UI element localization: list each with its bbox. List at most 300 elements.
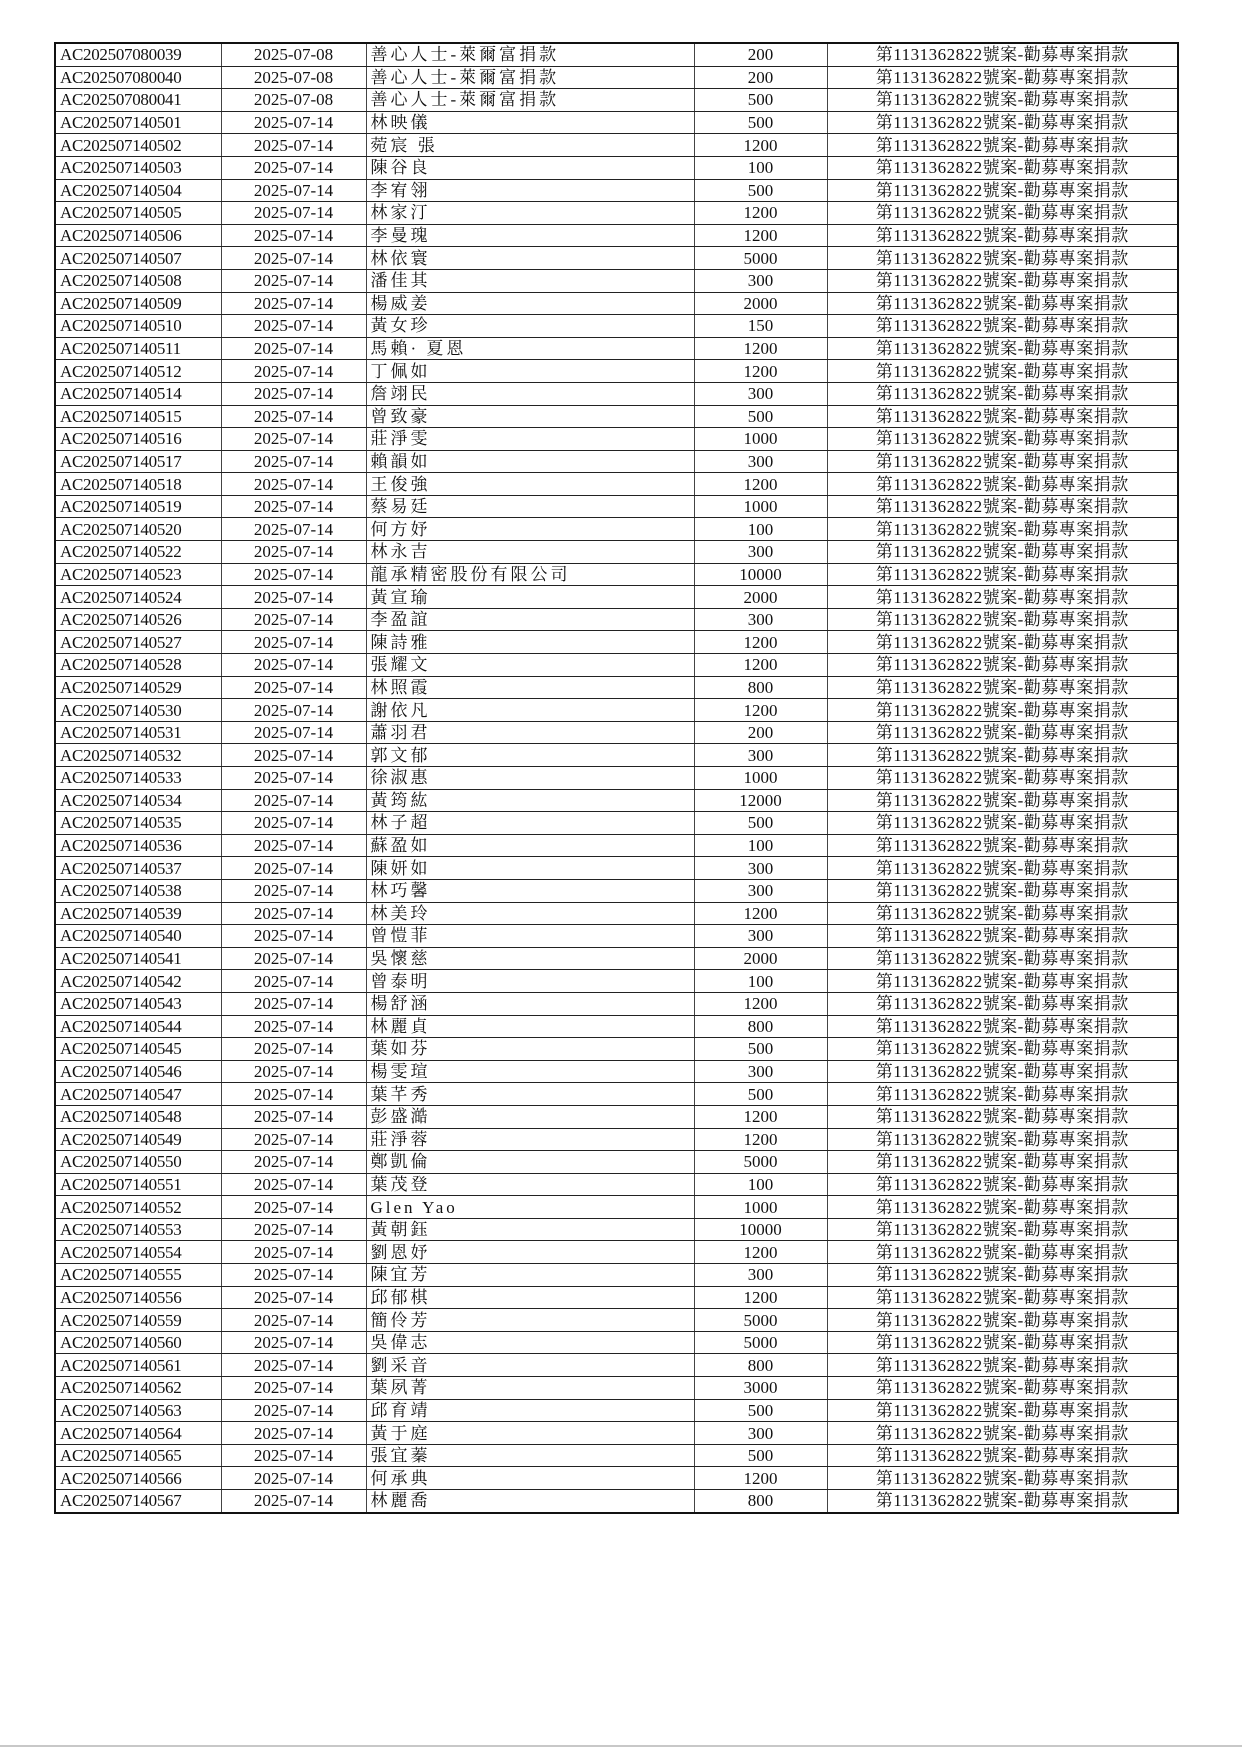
table-row [55, 405, 1178, 428]
purpose-note-cell: 第1131362822號案-勸募專案捐款 [827, 473, 1178, 496]
donation-amount-cell: 3000 [694, 1377, 827, 1400]
receipt-id-cell: AC202507140555 [55, 1264, 221, 1287]
table-row [55, 179, 1178, 202]
table-row [55, 134, 1178, 157]
donation-date-cell: 2025-07-14 [221, 879, 366, 902]
donation-amount-cell: 500 [694, 1038, 827, 1061]
purpose-note-cell: 第1131362822號案-勸募專案捐款 [827, 292, 1178, 315]
donor-name-cell: 黃女珍 [366, 315, 694, 338]
donation-amount-cell: 300 [694, 1422, 827, 1445]
donation-amount-cell: 300 [694, 744, 827, 767]
table-row [55, 1467, 1178, 1490]
table-row [55, 1354, 1178, 1377]
donation-date-cell: 2025-07-14 [221, 179, 366, 202]
table-row [55, 156, 1178, 179]
donation-amount-cell: 300 [694, 269, 827, 292]
purpose-note-cell: 第1131362822號案-勸募專案捐款 [827, 1286, 1178, 1309]
purpose-note-cell: 第1131362822號案-勸募專案捐款 [827, 518, 1178, 541]
donation-amount-cell: 300 [694, 450, 827, 473]
receipt-id-cell: AC202507140516 [55, 428, 221, 451]
receipt-id-cell: AC202507140541 [55, 947, 221, 970]
table-row [55, 382, 1178, 405]
purpose-note-cell: 第1131362822號案-勸募專案捐款 [827, 947, 1178, 970]
table-row [55, 608, 1178, 631]
purpose-note-cell: 第1131362822號案-勸募專案捐款 [827, 1444, 1178, 1467]
receipt-id-cell: AC202507140545 [55, 1038, 221, 1061]
table-row [55, 789, 1178, 812]
table-row [55, 947, 1178, 970]
donor-name-cell: 李盈誼 [366, 608, 694, 631]
table-row [55, 631, 1178, 654]
receipt-id-cell: AC202507140507 [55, 247, 221, 270]
donor-name-cell: 邱郁棋 [366, 1286, 694, 1309]
donation-amount-cell: 100 [694, 1173, 827, 1196]
receipt-id-cell: AC202507140512 [55, 360, 221, 383]
receipt-id-cell: AC202507140510 [55, 315, 221, 338]
donor-name-cell: 林麗喬 [366, 1490, 694, 1513]
receipt-id-cell: AC202507140561 [55, 1354, 221, 1377]
donation-amount-cell: 1000 [694, 1196, 827, 1219]
table-row [55, 541, 1178, 564]
donation-amount-cell: 300 [694, 925, 827, 948]
donor-name-cell: 林永吉 [366, 541, 694, 564]
receipt-id-cell: AC202507080039 [55, 43, 221, 66]
receipt-id-cell: AC202507140549 [55, 1128, 221, 1151]
purpose-note-cell: 第1131362822號案-勸募專案捐款 [827, 744, 1178, 767]
donation-date-cell: 2025-07-14 [221, 1105, 366, 1128]
donation-date-cell: 2025-07-14 [221, 224, 366, 247]
receipt-id-cell: AC202507140503 [55, 156, 221, 179]
donor-name-cell: 丁佩如 [366, 360, 694, 383]
donation-date-cell: 2025-07-14 [221, 789, 366, 812]
donation-date-cell: 2025-07-14 [221, 1399, 366, 1422]
donation-date-cell: 2025-07-14 [221, 1241, 366, 1264]
table-row [55, 1422, 1178, 1445]
donation-amount-cell: 500 [694, 111, 827, 134]
purpose-note-cell: 第1131362822號案-勸募專案捐款 [827, 269, 1178, 292]
donation-amount-cell: 1200 [694, 654, 827, 677]
table-row [55, 1264, 1178, 1287]
donation-date-cell: 2025-07-14 [221, 631, 366, 654]
donor-name-cell: 曾致豪 [366, 405, 694, 428]
donor-name-cell: 葉夙菁 [366, 1377, 694, 1400]
receipt-id-cell: AC202507140522 [55, 541, 221, 564]
donor-name-cell: 楊雯瑄 [366, 1060, 694, 1083]
donor-name-cell: 簡伶芳 [366, 1309, 694, 1332]
donation-date-cell: 2025-07-14 [221, 269, 366, 292]
receipt-id-cell: AC202507140535 [55, 812, 221, 835]
donor-name-cell: 林美玲 [366, 902, 694, 925]
donor-name-cell: 林麗貞 [366, 1015, 694, 1038]
donation-amount-cell: 200 [694, 721, 827, 744]
table-row [55, 992, 1178, 1015]
donor-name-cell: 林依寰 [366, 247, 694, 270]
table-row [55, 450, 1178, 473]
table-row [55, 89, 1178, 112]
donation-date-cell: 2025-07-14 [221, 586, 366, 609]
donation-date-cell: 2025-07-14 [221, 857, 366, 880]
donation-amount-cell: 10000 [694, 563, 827, 586]
table-row [55, 1038, 1178, 1061]
table-row [55, 202, 1178, 225]
donation-amount-cell: 500 [694, 405, 827, 428]
donation-date-cell: 2025-07-14 [221, 902, 366, 925]
donation-amount-cell: 500 [694, 1399, 827, 1422]
donation-amount-cell: 12000 [694, 789, 827, 812]
table-row [55, 1083, 1178, 1106]
purpose-note-cell: 第1131362822號案-勸募專案捐款 [827, 1399, 1178, 1422]
table-row [55, 1218, 1178, 1241]
purpose-note-cell: 第1131362822號案-勸募專案捐款 [827, 1105, 1178, 1128]
donation-amount-cell: 500 [694, 812, 827, 835]
purpose-note-cell: 第1131362822號案-勸募專案捐款 [827, 608, 1178, 631]
donation-amount-cell: 1200 [694, 473, 827, 496]
ledger-body [55, 43, 1178, 1513]
donation-ledger-table [54, 42, 1179, 1514]
purpose-note-cell: 第1131362822號案-勸募專案捐款 [827, 676, 1178, 699]
purpose-note-cell: 第1131362822號案-勸募專案捐款 [827, 1331, 1178, 1354]
receipt-id-cell: AC202507140550 [55, 1151, 221, 1174]
receipt-id-cell: AC202507140532 [55, 744, 221, 767]
purpose-note-cell: 第1131362822號案-勸募專案捐款 [827, 89, 1178, 112]
donor-name-cell: 楊舒涵 [366, 992, 694, 1015]
receipt-id-cell: AC202507140564 [55, 1422, 221, 1445]
donor-name-cell: 吳懷慈 [366, 947, 694, 970]
donor-name-cell: 善心人士-萊爾富捐款 [366, 89, 694, 112]
receipt-id-cell: AC202507140559 [55, 1309, 221, 1332]
receipt-id-cell: AC202507140527 [55, 631, 221, 654]
donation-amount-cell: 200 [694, 43, 827, 66]
purpose-note-cell: 第1131362822號案-勸募專案捐款 [827, 767, 1178, 790]
table-row [55, 292, 1178, 315]
donor-name-cell: 陳詩雅 [366, 631, 694, 654]
donation-date-cell: 2025-07-14 [221, 156, 366, 179]
table-row [55, 1309, 1178, 1332]
donor-name-cell: 陳宜芳 [366, 1264, 694, 1287]
receipt-id-cell: AC202507140530 [55, 699, 221, 722]
donation-date-cell: 2025-07-14 [221, 744, 366, 767]
receipt-id-cell: AC202507140524 [55, 586, 221, 609]
purpose-note-cell: 第1131362822號案-勸募專案捐款 [827, 1196, 1178, 1219]
purpose-note-cell: 第1131362822號案-勸募專案捐款 [827, 405, 1178, 428]
purpose-note-cell: 第1131362822號案-勸募專案捐款 [827, 631, 1178, 654]
table-row [55, 970, 1178, 993]
purpose-note-cell: 第1131362822號案-勸募專案捐款 [827, 1264, 1178, 1287]
donation-date-cell: 2025-07-14 [221, 608, 366, 631]
donation-amount-cell: 5000 [694, 1151, 827, 1174]
donor-name-cell: 林映儀 [366, 111, 694, 134]
donation-date-cell: 2025-07-14 [221, 925, 366, 948]
donation-amount-cell: 500 [694, 89, 827, 112]
table-row [55, 1151, 1178, 1174]
donor-name-cell: 莊淨雯 [366, 428, 694, 451]
receipt-id-cell: AC202507140504 [55, 179, 221, 202]
table-row [55, 1399, 1178, 1422]
donation-date-cell: 2025-07-14 [221, 428, 366, 451]
donor-name-cell: 賴韻如 [366, 450, 694, 473]
donor-name-cell: 謝依凡 [366, 699, 694, 722]
donation-date-cell: 2025-07-14 [221, 563, 366, 586]
purpose-note-cell: 第1131362822號案-勸募專案捐款 [827, 541, 1178, 564]
receipt-id-cell: AC202507140544 [55, 1015, 221, 1038]
donor-name-cell: 葉芊秀 [366, 1083, 694, 1106]
table-row [55, 66, 1178, 89]
donor-name-cell: 曾愷菲 [366, 925, 694, 948]
table-row [55, 1241, 1178, 1264]
purpose-note-cell: 第1131362822號案-勸募專案捐款 [827, 563, 1178, 586]
purpose-note-cell: 第1131362822號案-勸募專案捐款 [827, 721, 1178, 744]
donor-name-cell: 徐淑惠 [366, 767, 694, 790]
donation-amount-cell: 1200 [694, 1286, 827, 1309]
donation-amount-cell: 300 [694, 1060, 827, 1083]
donor-name-cell: 菀宸 張 [366, 134, 694, 157]
donor-name-cell: 李曼瑰 [366, 224, 694, 247]
donation-date-cell: 2025-07-14 [221, 247, 366, 270]
table-row [55, 1286, 1178, 1309]
donor-name-cell: 馬賴· 夏恩 [366, 337, 694, 360]
table-row [55, 654, 1178, 677]
donor-name-cell: 曾泰明 [366, 970, 694, 993]
donation-date-cell: 2025-07-14 [221, 1422, 366, 1445]
donation-amount-cell: 5000 [694, 247, 827, 270]
donor-name-cell: 善心人士-萊爾富捐款 [366, 66, 694, 89]
table-row [55, 1173, 1178, 1196]
donation-date-cell: 2025-07-14 [221, 360, 366, 383]
purpose-note-cell: 第1131362822號案-勸募專案捐款 [827, 699, 1178, 722]
donor-name-cell: Glen Yao [366, 1196, 694, 1219]
donor-name-cell: 劉采音 [366, 1354, 694, 1377]
donation-date-cell: 2025-07-14 [221, 812, 366, 835]
donation-date-cell: 2025-07-14 [221, 1264, 366, 1287]
receipt-id-cell: AC202507140537 [55, 857, 221, 880]
receipt-id-cell: AC202507140502 [55, 134, 221, 157]
donation-amount-cell: 1000 [694, 428, 827, 451]
donation-amount-cell: 500 [694, 1083, 827, 1106]
receipt-id-cell: AC202507140526 [55, 608, 221, 631]
table-row [55, 902, 1178, 925]
purpose-note-cell: 第1131362822號案-勸募專案捐款 [827, 1354, 1178, 1377]
donor-name-cell: 林巧馨 [366, 879, 694, 902]
donation-amount-cell: 1200 [694, 902, 827, 925]
purpose-note-cell: 第1131362822號案-勸募專案捐款 [827, 1128, 1178, 1151]
purpose-note-cell: 第1131362822號案-勸募專案捐款 [827, 812, 1178, 835]
donation-date-cell: 2025-07-14 [221, 1128, 366, 1151]
donor-name-cell: 黃朝鈺 [366, 1218, 694, 1241]
donation-date-cell: 2025-07-14 [221, 654, 366, 677]
donation-amount-cell: 800 [694, 1490, 827, 1513]
table-row [55, 495, 1178, 518]
table-row [55, 337, 1178, 360]
table-row [55, 1377, 1178, 1400]
donation-amount-cell: 1000 [694, 495, 827, 518]
donation-amount-cell: 5000 [694, 1331, 827, 1354]
donation-amount-cell: 1200 [694, 134, 827, 157]
table-row [55, 744, 1178, 767]
donation-date-cell: 2025-07-14 [221, 1331, 366, 1354]
receipt-id-cell: AC202507140506 [55, 224, 221, 247]
donation-date-cell: 2025-07-14 [221, 450, 366, 473]
receipt-id-cell: AC202507140562 [55, 1377, 221, 1400]
donation-date-cell: 2025-07-14 [221, 382, 366, 405]
donation-amount-cell: 300 [694, 879, 827, 902]
purpose-note-cell: 第1131362822號案-勸募專案捐款 [827, 202, 1178, 225]
donation-date-cell: 2025-07-08 [221, 89, 366, 112]
donation-date-cell: 2025-07-14 [221, 1218, 366, 1241]
receipt-id-cell: AC202507140536 [55, 834, 221, 857]
purpose-note-cell: 第1131362822號案-勸募專案捐款 [827, 1218, 1178, 1241]
donor-name-cell: 吳偉志 [366, 1331, 694, 1354]
table-row [55, 857, 1178, 880]
donation-amount-cell: 300 [694, 608, 827, 631]
donation-amount-cell: 2000 [694, 586, 827, 609]
donation-amount-cell: 1000 [694, 767, 827, 790]
donation-date-cell: 2025-07-14 [221, 834, 366, 857]
donation-date-cell: 2025-07-14 [221, 405, 366, 428]
donor-name-cell: 張宜蓁 [366, 1444, 694, 1467]
donation-date-cell: 2025-07-14 [221, 1083, 366, 1106]
table-row [55, 518, 1178, 541]
donor-name-cell: 何承典 [366, 1467, 694, 1490]
purpose-note-cell: 第1131362822號案-勸募專案捐款 [827, 586, 1178, 609]
purpose-note-cell: 第1131362822號案-勸募專案捐款 [827, 247, 1178, 270]
purpose-note-cell: 第1131362822號案-勸募專案捐款 [827, 315, 1178, 338]
purpose-note-cell: 第1131362822號案-勸募專案捐款 [827, 834, 1178, 857]
receipt-id-cell: AC202507140542 [55, 970, 221, 993]
donor-name-cell: 葉如芬 [366, 1038, 694, 1061]
table-row [55, 1196, 1178, 1219]
table-row [55, 812, 1178, 835]
donation-date-cell: 2025-07-14 [221, 1490, 366, 1513]
purpose-note-cell: 第1131362822號案-勸募專案捐款 [827, 1377, 1178, 1400]
donation-amount-cell: 300 [694, 1264, 827, 1287]
table-row [55, 315, 1178, 338]
donation-date-cell: 2025-07-14 [221, 1377, 366, 1400]
donor-name-cell: 蕭羽君 [366, 721, 694, 744]
table-row [55, 925, 1178, 948]
table-row [55, 879, 1178, 902]
table-row [55, 1331, 1178, 1354]
donation-amount-cell: 5000 [694, 1309, 827, 1332]
donor-name-cell: 楊威姜 [366, 292, 694, 315]
donation-date-cell: 2025-07-14 [221, 1467, 366, 1490]
donor-name-cell: 善心人士-萊爾富捐款 [366, 43, 694, 66]
donation-amount-cell: 300 [694, 382, 827, 405]
donor-name-cell: 蔡易廷 [366, 495, 694, 518]
donation-amount-cell: 2000 [694, 947, 827, 970]
donation-date-cell: 2025-07-14 [221, 721, 366, 744]
donation-amount-cell: 1200 [694, 992, 827, 1015]
purpose-note-cell: 第1131362822號案-勸募專案捐款 [827, 654, 1178, 677]
donation-date-cell: 2025-07-14 [221, 1173, 366, 1196]
receipt-id-cell: AC202507140551 [55, 1173, 221, 1196]
donation-date-cell: 2025-07-14 [221, 541, 366, 564]
table-row [55, 43, 1178, 66]
donor-name-cell: 詹翊民 [366, 382, 694, 405]
receipt-id-cell: AC202507140563 [55, 1399, 221, 1422]
purpose-note-cell: 第1131362822號案-勸募專案捐款 [827, 179, 1178, 202]
purpose-note-cell: 第1131362822號案-勸募專案捐款 [827, 1467, 1178, 1490]
purpose-note-cell: 第1131362822號案-勸募專案捐款 [827, 902, 1178, 925]
purpose-note-cell: 第1131362822號案-勸募專案捐款 [827, 450, 1178, 473]
donation-amount-cell: 100 [694, 518, 827, 541]
receipt-id-cell: AC202507140517 [55, 450, 221, 473]
donor-name-cell: 黃于庭 [366, 1422, 694, 1445]
donor-name-cell: 龍承精密股份有限公司 [366, 563, 694, 586]
donation-date-cell: 2025-07-14 [221, 337, 366, 360]
purpose-note-cell: 第1131362822號案-勸募專案捐款 [827, 970, 1178, 993]
receipt-id-cell: AC202507140547 [55, 1083, 221, 1106]
donation-amount-cell: 10000 [694, 1218, 827, 1241]
receipt-id-cell: AC202507140514 [55, 382, 221, 405]
donation-amount-cell: 1200 [694, 202, 827, 225]
donation-date-cell: 2025-07-14 [221, 473, 366, 496]
donation-date-cell: 2025-07-08 [221, 43, 366, 66]
donation-date-cell: 2025-07-14 [221, 1444, 366, 1467]
purpose-note-cell: 第1131362822號案-勸募專案捐款 [827, 134, 1178, 157]
receipt-id-cell: AC202507140548 [55, 1105, 221, 1128]
donation-amount-cell: 1200 [694, 1467, 827, 1490]
donation-date-cell: 2025-07-14 [221, 1354, 366, 1377]
receipt-id-cell: AC202507140529 [55, 676, 221, 699]
donation-date-cell: 2025-07-14 [221, 134, 366, 157]
donation-date-cell: 2025-07-14 [221, 1038, 366, 1061]
donor-name-cell: 邱育靖 [366, 1399, 694, 1422]
receipt-id-cell: AC202507140520 [55, 518, 221, 541]
donor-name-cell: 劉恩妤 [366, 1241, 694, 1264]
table-row [55, 247, 1178, 270]
purpose-note-cell: 第1131362822號案-勸募專案捐款 [827, 1422, 1178, 1445]
purpose-note-cell: 第1131362822號案-勸募專案捐款 [827, 382, 1178, 405]
receipt-id-cell: AC202507140511 [55, 337, 221, 360]
table-row [55, 1105, 1178, 1128]
donor-name-cell: 王俊強 [366, 473, 694, 496]
donation-date-cell: 2025-07-14 [221, 676, 366, 699]
receipt-id-cell: AC202507140531 [55, 721, 221, 744]
table-row [55, 111, 1178, 134]
table-row [55, 1015, 1178, 1038]
donation-date-cell: 2025-07-14 [221, 1196, 366, 1219]
donor-name-cell: 潘佳其 [366, 269, 694, 292]
receipt-id-cell: AC202507140553 [55, 1218, 221, 1241]
donor-name-cell: 莊淨蓉 [366, 1128, 694, 1151]
receipt-id-cell: AC202507140508 [55, 269, 221, 292]
purpose-note-cell: 第1131362822號案-勸募專案捐款 [827, 857, 1178, 880]
donor-name-cell: 林照霞 [366, 676, 694, 699]
donation-amount-cell: 100 [694, 156, 827, 179]
receipt-id-cell: AC202507140538 [55, 879, 221, 902]
table-row [55, 767, 1178, 790]
receipt-id-cell: AC202507140540 [55, 925, 221, 948]
donation-amount-cell: 1200 [694, 1128, 827, 1151]
donation-date-cell: 2025-07-14 [221, 1309, 366, 1332]
receipt-id-cell: AC202507140519 [55, 495, 221, 518]
receipt-id-cell: AC202507140501 [55, 111, 221, 134]
receipt-id-cell: AC202507140515 [55, 405, 221, 428]
receipt-id-cell: AC202507140518 [55, 473, 221, 496]
purpose-note-cell: 第1131362822號案-勸募專案捐款 [827, 1015, 1178, 1038]
donation-amount-cell: 300 [694, 857, 827, 880]
donation-amount-cell: 800 [694, 1015, 827, 1038]
table-row [55, 834, 1178, 857]
table-row [55, 563, 1178, 586]
table-row [55, 360, 1178, 383]
table-row [55, 1060, 1178, 1083]
donation-amount-cell: 1200 [694, 699, 827, 722]
table-row [55, 269, 1178, 292]
purpose-note-cell: 第1131362822號案-勸募專案捐款 [827, 925, 1178, 948]
donation-date-cell: 2025-07-14 [221, 947, 366, 970]
receipt-id-cell: AC202507080041 [55, 89, 221, 112]
